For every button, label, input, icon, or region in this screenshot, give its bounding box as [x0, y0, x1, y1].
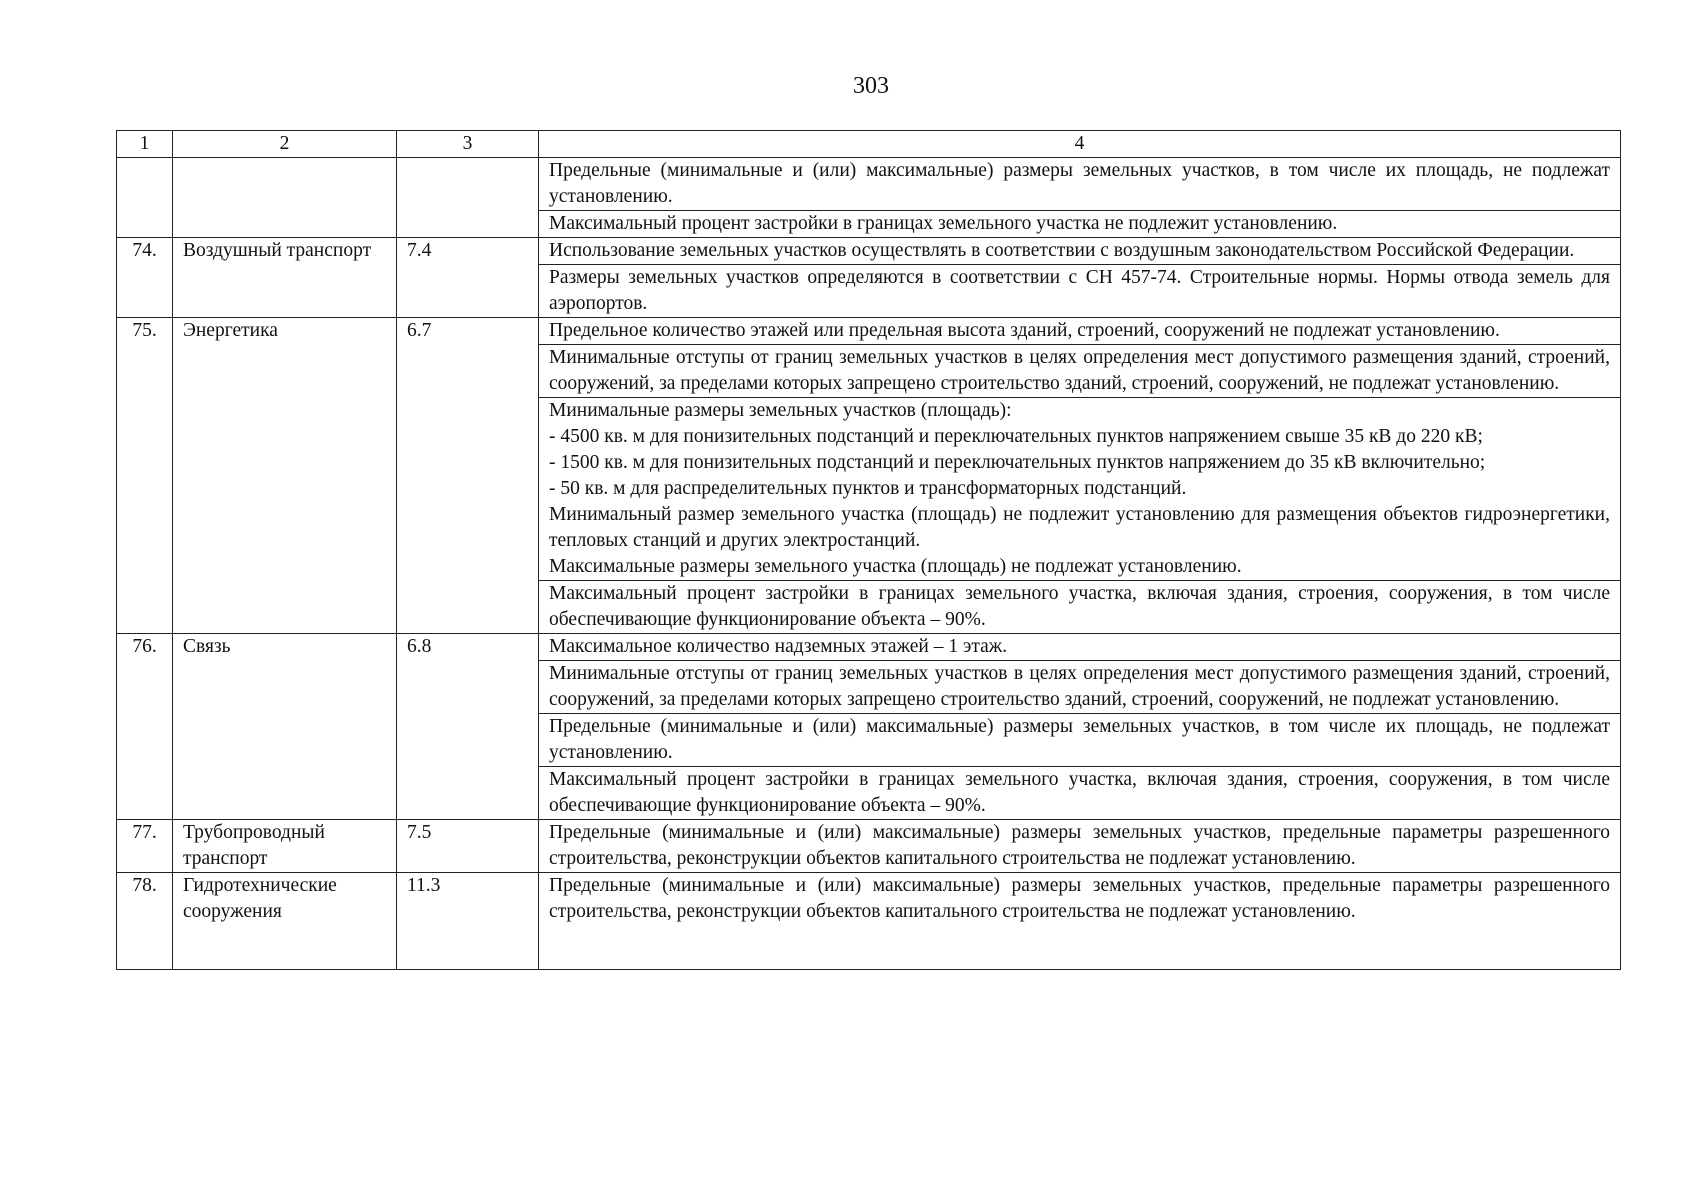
table-row — [117, 238, 1621, 265]
row-number-cell — [117, 158, 173, 238]
page-number: 303 — [853, 73, 889, 99]
requirement-cell: Предельные (минимальные и (или) максимальные) размеры земельных участков, предельные параметры разрешенного строительства, реконструкции объектов капитального строительства не подлежат установлению. — [539, 820, 1621, 873]
row-number-cell: 75. — [117, 318, 173, 634]
requirement-cell: Предельное количество этажей или предельная высота зданий, строений, сооружений не подлежат установлению. — [539, 318, 1621, 345]
requirement-cell: Предельные (минимальные и (или) максимальные) размеры земельных участков, в том числе их площадь, не подлежат установлению. — [539, 158, 1621, 211]
row-number-cell: 77. — [117, 820, 173, 873]
requirement-cell: Максимальный процент застройки в границах земельного участка не подлежит установлению. — [539, 211, 1621, 238]
requirement-line: Максимальные размеры земельного участка (площадь) не подлежат установлению. — [549, 556, 1242, 577]
row-code-cell: 7.4 — [397, 238, 539, 318]
table-row — [117, 873, 1621, 970]
row-number-cell: 76. — [117, 634, 173, 820]
header-col-3: 3 — [397, 131, 539, 158]
requirement-cell: Предельные (минимальные и (или) максимальные) размеры земельных участков, в том числе их площадь, не подлежат установлению. — [539, 714, 1621, 767]
requirement-cell — [539, 398, 1621, 581]
table-row — [117, 634, 1621, 661]
table-row — [117, 820, 1621, 873]
row-code-cell: 11.3 — [397, 873, 539, 970]
row-name-cell: Трубопроводный транспорт — [173, 820, 397, 873]
requirement-line: Минимальные размеры земельных участков (площадь): — [549, 400, 1012, 421]
requirement-cell: Использование земельных участков осуществлять в соответствии с воздушным законодательством Российской Федерации. — [539, 238, 1621, 265]
row-number-cell: 78. — [117, 873, 173, 970]
requirement-cell: Минимальные отступы от границ земельных участков в целях определения мест допустимого размещения зданий, строений, сооружений, за пределами которых запрещено строительство зданий, строений, сооружений, не подлежат установлению. — [539, 661, 1621, 714]
requirement-cell: Максимальный процент застройки в границах земельного участка, включая здания, строения, сооружения, в том числе обеспечивающие функционирование объекта – 90%. — [539, 767, 1621, 820]
row-name-cell: Гидротехнические сооружения — [173, 873, 397, 970]
table-header-row — [117, 131, 1621, 158]
row-code-cell: 6.8 — [397, 634, 539, 820]
table-row — [117, 158, 1621, 211]
header-col-2: 2 — [173, 131, 397, 158]
row-name-cell: Воздушный транспорт — [173, 238, 397, 318]
requirement-line: - 50 кв. м для распределительных пунктов и трансформаторных подстанций. — [549, 478, 1187, 499]
requirement-line: Минимальный размер земельного участка (площадь) не подлежит установлению для размещения объектов гидроэнергетики, тепловых станций и других электростанций. — [549, 504, 1610, 551]
row-code-cell — [397, 158, 539, 238]
requirement-cell: Минимальные отступы от границ земельных участков в целях определения мест допустимого размещения зданий, строений, сооружений, за пределами которых запрещено строительство зданий, строений, сооружений, не подлежат установлению. — [539, 345, 1621, 398]
row-number-cell: 74. — [117, 238, 173, 318]
row-name-cell: Энергетика — [173, 318, 397, 634]
regulations-table — [116, 130, 1621, 970]
row-name-cell — [173, 158, 397, 238]
row-name-cell: Связь — [173, 634, 397, 820]
table-row — [117, 318, 1621, 345]
row-code-cell: 6.7 — [397, 318, 539, 634]
requirement-cell: Предельные (минимальные и (или) максимальные) размеры земельных участков, предельные параметры разрешенного строительства, реконструкции объектов капитального строительства не подлежат установлению. — [539, 873, 1621, 970]
row-code-cell: 7.5 — [397, 820, 539, 873]
requirement-cell: Размеры земельных участков определяются в соответствии с СН 457-74. Строительные нормы. Нормы отвода земель для аэропортов. — [539, 265, 1621, 318]
header-col-4: 4 — [539, 131, 1621, 158]
requirement-cell: Максимальное количество надземных этажей – 1 этаж. — [539, 634, 1621, 661]
header-col-1: 1 — [117, 131, 173, 158]
requirement-line: - 1500 кв. м для понизительных подстанций и переключательных пунктов напряжением до 35 кВ включительно; — [549, 452, 1486, 473]
requirement-cell: Максимальный процент застройки в границах земельного участка, включая здания, строения, сооружения, в том числе обеспечивающие функционирование объекта – 90%. — [539, 581, 1621, 634]
requirement-line: - 4500 кв. м для понизительных подстанций и переключательных пунктов напряжением свыше 35 кВ до 220 кВ; — [549, 426, 1483, 447]
